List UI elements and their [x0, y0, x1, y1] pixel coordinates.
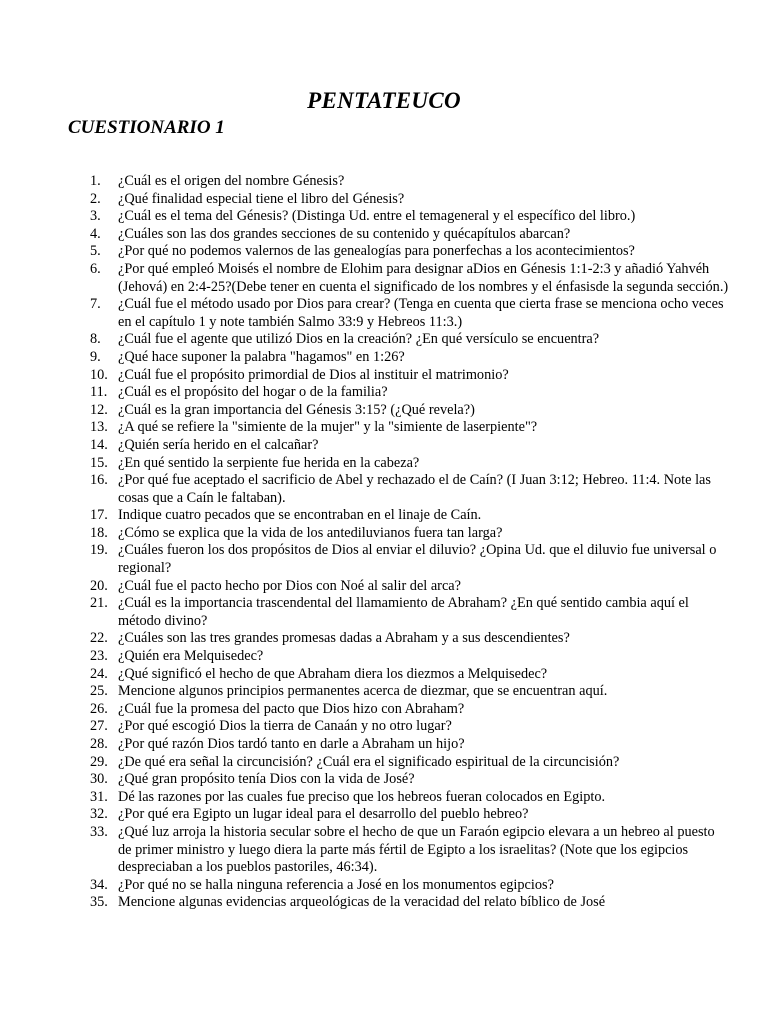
question-text: ¿Cuál fue el propósito primordial de Dios al instituir el matrimonio?	[118, 366, 509, 383]
question-number: 29.	[90, 753, 108, 770]
question-item	[90, 226, 730, 244]
question-item	[90, 877, 730, 895]
question-text: Indique cuatro pecados que se encontraban en el linaje de Caín.	[118, 507, 482, 524]
question-item	[90, 243, 730, 261]
question-text: ¿Cuál fue el pacto hecho por Dios con Noé al salir del arca?	[118, 577, 461, 594]
question-number: 27.	[90, 718, 108, 735]
question-number: 4.	[90, 225, 101, 242]
question-item	[90, 736, 730, 754]
question-number: 22.	[90, 630, 108, 647]
question-item	[90, 578, 730, 596]
question-text: ¿Cuál fue el método usado por Dios para crear? (Tenga en cuenta que cierta frase se menciona ocho veces en el capítulo 1 y note también Salmo 33:9 y Hebreos 11:3.)	[118, 296, 724, 330]
question-text: ¿Por qué razón Dios tardó tanto en darle a Abraham un hijo?	[118, 736, 465, 752]
question-item	[90, 630, 730, 648]
question-number: 32.	[90, 806, 108, 823]
question-text: ¿Cómo se explica que la vida de los antediluvianos fuera tan larga?	[118, 524, 503, 541]
question-text: ¿Por qué no podemos valernos de las genealogías para ponerfechas a los acontecimientos?	[118, 243, 635, 260]
question-text: ¿Por qué era Egipto un lugar ideal para el desarrollo del pueblo hebreo?	[118, 806, 529, 823]
question-number: 7.	[90, 296, 101, 313]
question-item	[90, 542, 730, 577]
question-item	[90, 455, 730, 473]
question-number: 25.	[90, 683, 108, 700]
question-item	[90, 683, 730, 701]
question-item	[90, 754, 730, 772]
question-text: ¿Por qué empleó Moisés el nombre de Elohim para designar aDios en Génesis 1:1-2:3 y añadió Yahvéh (Jehová) en 2:4-25?(Debe tener en cuenta el significado de los nombres y el énfasisde la segunda sección.)	[118, 260, 729, 295]
question-item	[90, 507, 730, 525]
question-text: ¿Cuál es la importancia trascendental del llamamiento de Abraham? ¿En qué sentido cambia aquí el método divino?	[118, 595, 689, 629]
question-number: 17.	[90, 507, 108, 524]
question-text: ¿En qué sentido la serpiente fue herida en la cabeza?	[118, 454, 420, 471]
question-text: ¿Qué significó el hecho de que Abraham diera los diezmos a Melquisedec?	[118, 665, 548, 682]
question-text: ¿Por qué fue aceptado el sacrificio de Abel y rechazado el de Caín? (I Juan 3:12; Hebreo. 11:4. Note las cosas que a Caín le faltaban).	[118, 472, 711, 506]
question-text: ¿Quién era Melquisedec?	[118, 648, 264, 665]
question-text: Mencione algunos principios permanentes acerca de diezmar, que se encuentran aquí.	[118, 683, 608, 700]
question-item	[90, 208, 730, 226]
question-item	[90, 173, 730, 191]
question-item	[90, 525, 730, 543]
question-text: ¿Qué luz arroja la historia secular sobre el hecho de que un Faraón egipcio elevara a un hebreo al puesto de primer ministro y luego diera la parte más fértil de Egipto a los israelitas? (Note que los egipcios despreciaban a los pueblos pastoriles, 46:34).	[118, 823, 715, 876]
question-item	[90, 824, 730, 877]
question-number: 35.	[90, 894, 108, 911]
question-number: 30.	[90, 771, 108, 788]
document-subtitle: CUESTIONARIO 1	[68, 117, 225, 138]
question-number: 10.	[90, 366, 108, 383]
question-number: 14.	[90, 436, 108, 453]
question-number: 2.	[90, 190, 101, 207]
question-number: 19.	[90, 542, 108, 559]
question-item	[90, 331, 730, 349]
question-item	[90, 384, 730, 402]
question-text: ¿Qué hace suponer la palabra "hagamos" en 1:26?	[118, 348, 405, 365]
question-item	[90, 367, 730, 385]
question-text: ¿A qué se refiere la "simiente de la mujer" y la "simiente de laserpiente"?	[118, 419, 538, 436]
question-number: 34.	[90, 876, 108, 893]
question-number: 11.	[90, 384, 108, 401]
question-item	[90, 701, 730, 719]
question-number: 20.	[90, 577, 108, 594]
question-item	[90, 296, 730, 331]
question-item	[90, 349, 730, 367]
question-number: 33.	[90, 823, 108, 840]
question-text: ¿Por qué escogió Dios la tierra de Canaán y no otro lugar?	[118, 718, 452, 735]
question-number: 26.	[90, 700, 108, 717]
question-number: 5.	[90, 243, 101, 260]
question-number: 21.	[90, 595, 108, 612]
question-list	[90, 173, 730, 912]
question-number: 12.	[90, 401, 108, 418]
question-number: 15.	[90, 454, 108, 471]
question-text: Mencione algunas evidencias arqueológicas de la veracidad del relato bíblico de José	[118, 894, 606, 911]
question-item	[90, 595, 730, 630]
question-number: 6.	[90, 260, 101, 277]
question-item	[90, 771, 730, 789]
question-text: ¿Qué finalidad especial tiene el libro del Génesis?	[118, 190, 405, 207]
question-item	[90, 648, 730, 666]
question-item	[90, 402, 730, 420]
question-text: ¿Qué gran propósito tenía Dios con la vida de José?	[118, 771, 415, 788]
question-text: ¿De qué era señal la circuncisión? ¿Cuál era el significado espiritual de la circuncisión?	[118, 753, 620, 770]
question-text: ¿Cuál es el tema del Génesis? (Distinga Ud. entre el temageneral y el específico del libro.)	[118, 208, 636, 225]
question-text: ¿Cuál es la gran importancia del Génesis 3:15? (¿Qué revela?)	[118, 401, 475, 418]
question-number: 3.	[90, 208, 101, 225]
question-text: ¿Cuál es el propósito del hogar o de la familia?	[118, 384, 388, 401]
question-number: 13.	[90, 419, 108, 436]
question-text: ¿Quién sería herido en el calcañar?	[118, 436, 319, 453]
question-item	[90, 806, 730, 824]
question-number: 18.	[90, 524, 108, 541]
question-item	[90, 789, 730, 807]
question-number: 16.	[90, 472, 108, 489]
question-text: ¿Cuál fue la promesa del pacto que Dios hizo con Abraham?	[118, 700, 465, 717]
question-text: ¿Por qué no se halla ninguna referencia a José en los monumentos egipcios?	[118, 876, 554, 893]
question-item	[90, 718, 730, 736]
question-number: 24.	[90, 665, 108, 682]
question-item	[90, 419, 730, 437]
question-text: ¿Cuáles fueron los dos propósitos de Dios al enviar el diluvio? ¿Opina Ud. que el diluvio fue universal o regional?	[118, 542, 717, 577]
question-number: 31.	[90, 788, 108, 805]
question-item	[90, 472, 730, 507]
question-item	[90, 666, 730, 684]
question-text: ¿Cuáles son las dos grandes secciones de su contenido y quécapítulos abarcan?	[118, 225, 571, 242]
question-item	[90, 191, 730, 209]
question-text: ¿Cuáles son las tres grandes promesas dadas a Abraham y a sus descendientes?	[118, 630, 570, 647]
question-number: 23.	[90, 648, 108, 665]
question-number: 1.	[90, 173, 101, 189]
question-item	[90, 894, 730, 912]
question-number: 8.	[90, 331, 101, 348]
question-number: 9.	[90, 348, 101, 365]
document-title: PENTATEUCO	[307, 88, 461, 113]
question-text: ¿Cuál es el origen del nombre Génesis?	[118, 173, 345, 189]
question-item	[90, 437, 730, 455]
question-number: 28.	[90, 736, 108, 752]
question-item	[90, 261, 730, 296]
question-text: ¿Cuál fue el agente que utilizó Dios en la creación? ¿En qué versículo se encuentra?	[118, 331, 600, 348]
question-text: Dé las razones por las cuales fue preciso que los hebreos fueran colocados en Egipto.	[118, 788, 606, 805]
